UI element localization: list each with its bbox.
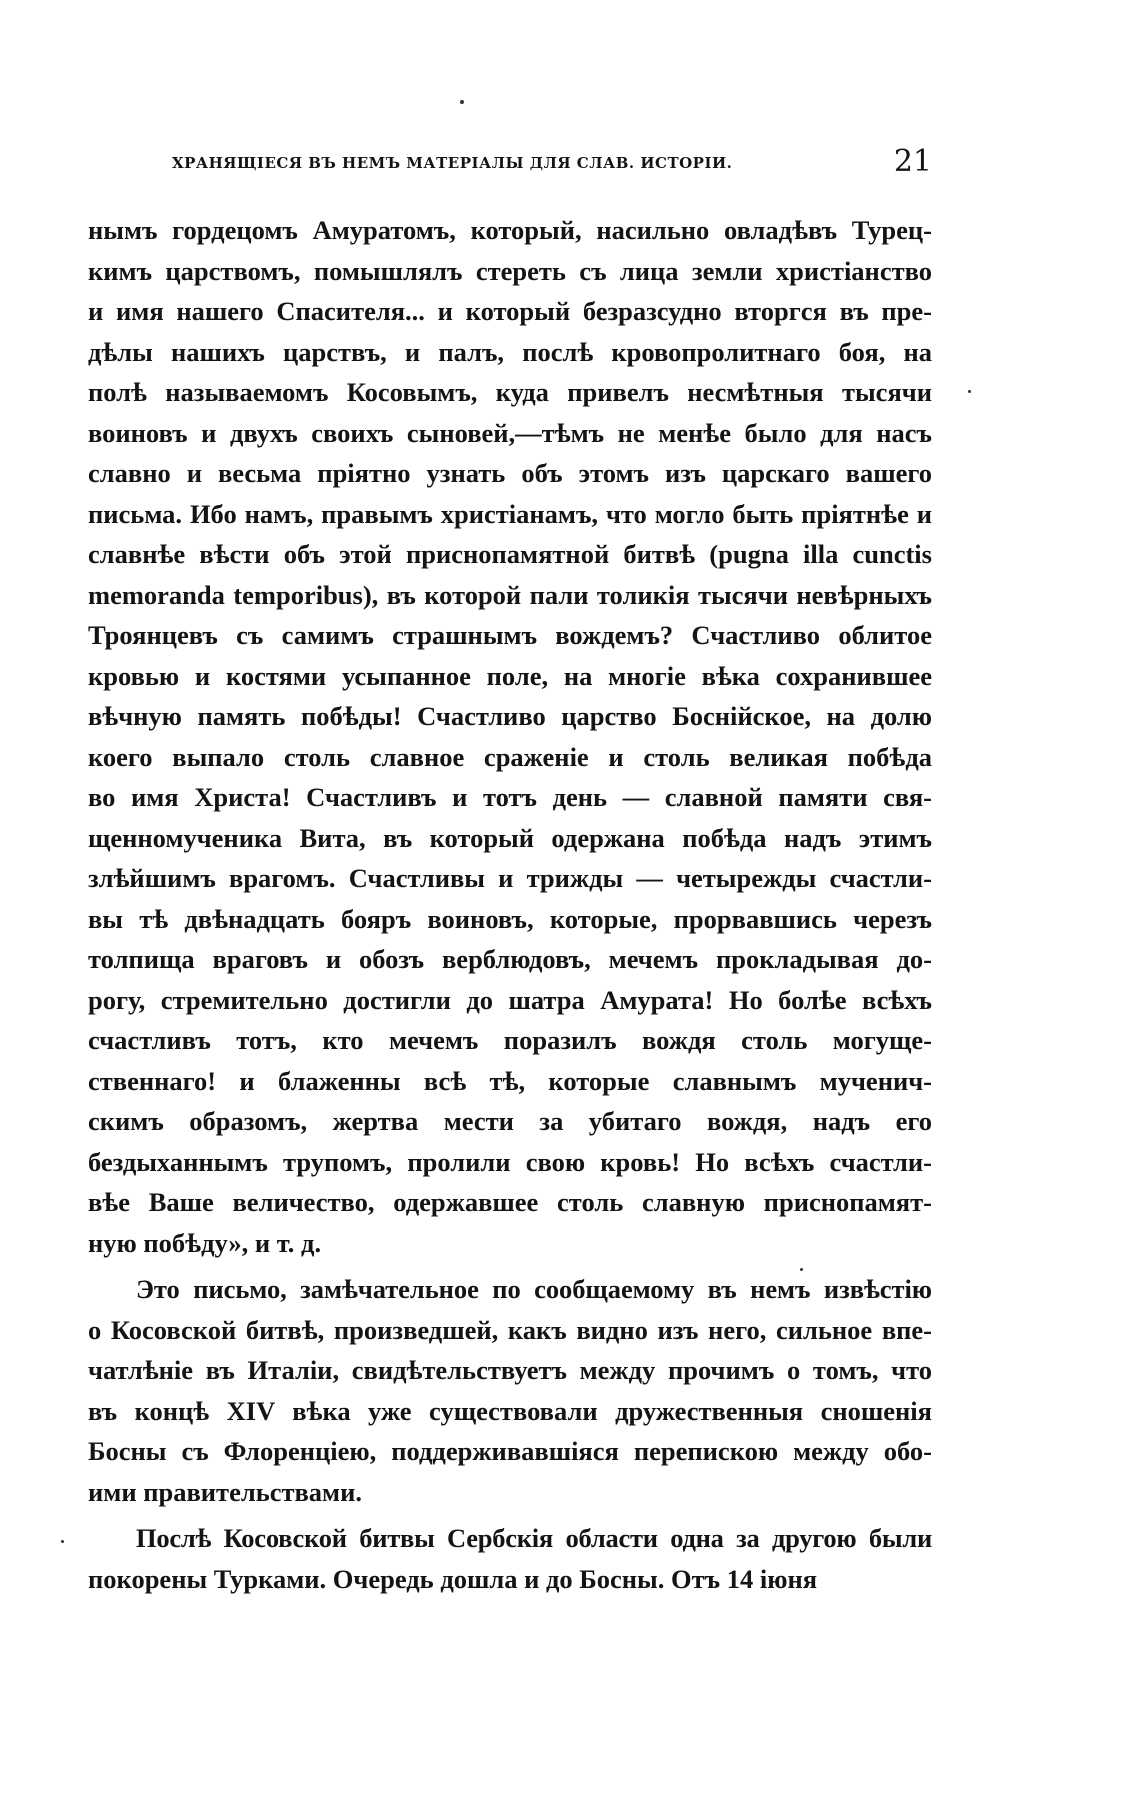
- text-line: воиновъ и двухъ своихъ сыновей,—тѣмъ не менѣе было для насъ: [88, 417, 932, 448]
- text-line: въ концѣ XIV вѣка уже существовали дружественныя сношенія: [88, 1395, 932, 1426]
- text-line: письма. Ибо намъ, правымъ христіанамъ, что могло быть пріятнѣе и: [88, 498, 932, 529]
- scan-speck: [800, 1268, 803, 1271]
- paragraph: [88, 1518, 932, 1599]
- text-line: вы тѣ двѣнадцать бояръ воиновъ, которые, прорвавшись черезъ: [88, 903, 932, 934]
- text-line: и имя нашего Спасителя... и который безразсудно вторгся въ пре-: [88, 296, 932, 326]
- text-line: полѣ называемомъ Косовымъ, куда привелъ несмѣтныя тысячи: [88, 377, 932, 407]
- text-line: бездыханнымъ трупомъ, пролили свою кровь! Но всѣхъ счастли-: [88, 1146, 932, 1177]
- text-line: кровью и костями усыпанное поле, на многіе вѣка сохранившее: [88, 660, 932, 691]
- text-line: Троянцевъ съ самимъ страшнымъ вождемъ? Счастливо облитое: [88, 620, 932, 650]
- text-line: дѣлы нашихъ царствъ, и палъ, послѣ кровопролитнаго боя, на: [88, 336, 932, 367]
- text-line: покорены Турками. Очередь дошла и до Босны. Отъ 14 іюня: [88, 1563, 818, 1594]
- text-line: о Косовской битвѣ, произведшей, какъ видно изъ него, сильное впе-: [88, 1314, 932, 1345]
- text-line: толпища враговъ и обозъ верблюдовъ, мечемъ прокладывая до-: [88, 944, 932, 974]
- scan-speck: [460, 100, 464, 104]
- text-line: ими правительствами.: [88, 1476, 362, 1507]
- text-line: рогу, стремительно достигли до шатра Амурата! Но болѣе всѣхъ: [88, 984, 932, 1015]
- paragraph: [88, 210, 932, 1263]
- paragraph: [88, 1269, 932, 1512]
- scan-speck: [61, 1540, 64, 1543]
- running-title: ХРАНЯЩІЕСЯ ВЪ НЕМЪ МАТЕРІАЛЫ ДЛЯ СЛАВ. ИСТОРІИ.: [172, 154, 733, 172]
- text-line: славнѣе вѣсти объ этой приснопамятной битвѣ (pugna illa cunctis: [88, 539, 932, 569]
- text-line: вѣе Ваше величество, одержавшее столь славную приснопамят-: [88, 1187, 932, 1217]
- text-line: скимъ образомъ, жертва мести за убитаго вождя, надъ его: [88, 1106, 932, 1136]
- text-line: Послѣ Косовской битвы Сербскія области одна за другою были: [136, 1523, 932, 1553]
- text-line: ственнаго! и блаженны всѣ тѣ, которые славнымъ мученич-: [88, 1065, 932, 1096]
- text-line: чатлѣніе въ Италіи, свидѣтельствуетъ между прочимъ о томъ, что: [88, 1355, 932, 1385]
- text-line: кимъ царствомъ, помышлялъ стереть съ лица земли христіанство: [88, 255, 932, 286]
- text-line: злѣйшимъ врагомъ. Счастливы и трижды — четырежды счастли-: [88, 863, 932, 893]
- text-line: славно и весьма пріятно узнать объ этомъ изъ царскаго вашего: [88, 458, 932, 488]
- text-line: нымъ гордецомъ Амуратомъ, который, насильно овладѣвъ Турец-: [88, 215, 932, 245]
- page-number: 21: [893, 144, 932, 179]
- text-line: Это письмо, замѣчательное по сообщаемому въ немъ извѣстію: [136, 1274, 932, 1304]
- text-line: коего выпало столь славное сраженіе и столь великая побѣда: [88, 741, 932, 772]
- text-line: счастливъ тотъ, кто мечемъ поразилъ вождя столь могуще-: [88, 1025, 932, 1055]
- body-text: [88, 210, 932, 1599]
- text-line: Босны съ Флоренціею, поддерживавшіяся перепискою между обо-: [88, 1436, 932, 1466]
- text-line: вѣчную память побѣды! Счастливо царство Боснійское, на долю: [88, 701, 932, 731]
- scan-speck: [968, 390, 971, 393]
- text-line: memoranda temporibus), въ которой пали толикія тысячи невѣрныхъ: [88, 579, 932, 610]
- running-head: [172, 144, 932, 190]
- text-line: ную побѣду», и т. д.: [88, 1227, 322, 1258]
- text-line: щенномученика Вита, въ который одержана побѣда надъ этимъ: [88, 822, 932, 853]
- text-line: во имя Христа! Счастливъ и тотъ день — славной памяти свя-: [88, 782, 932, 812]
